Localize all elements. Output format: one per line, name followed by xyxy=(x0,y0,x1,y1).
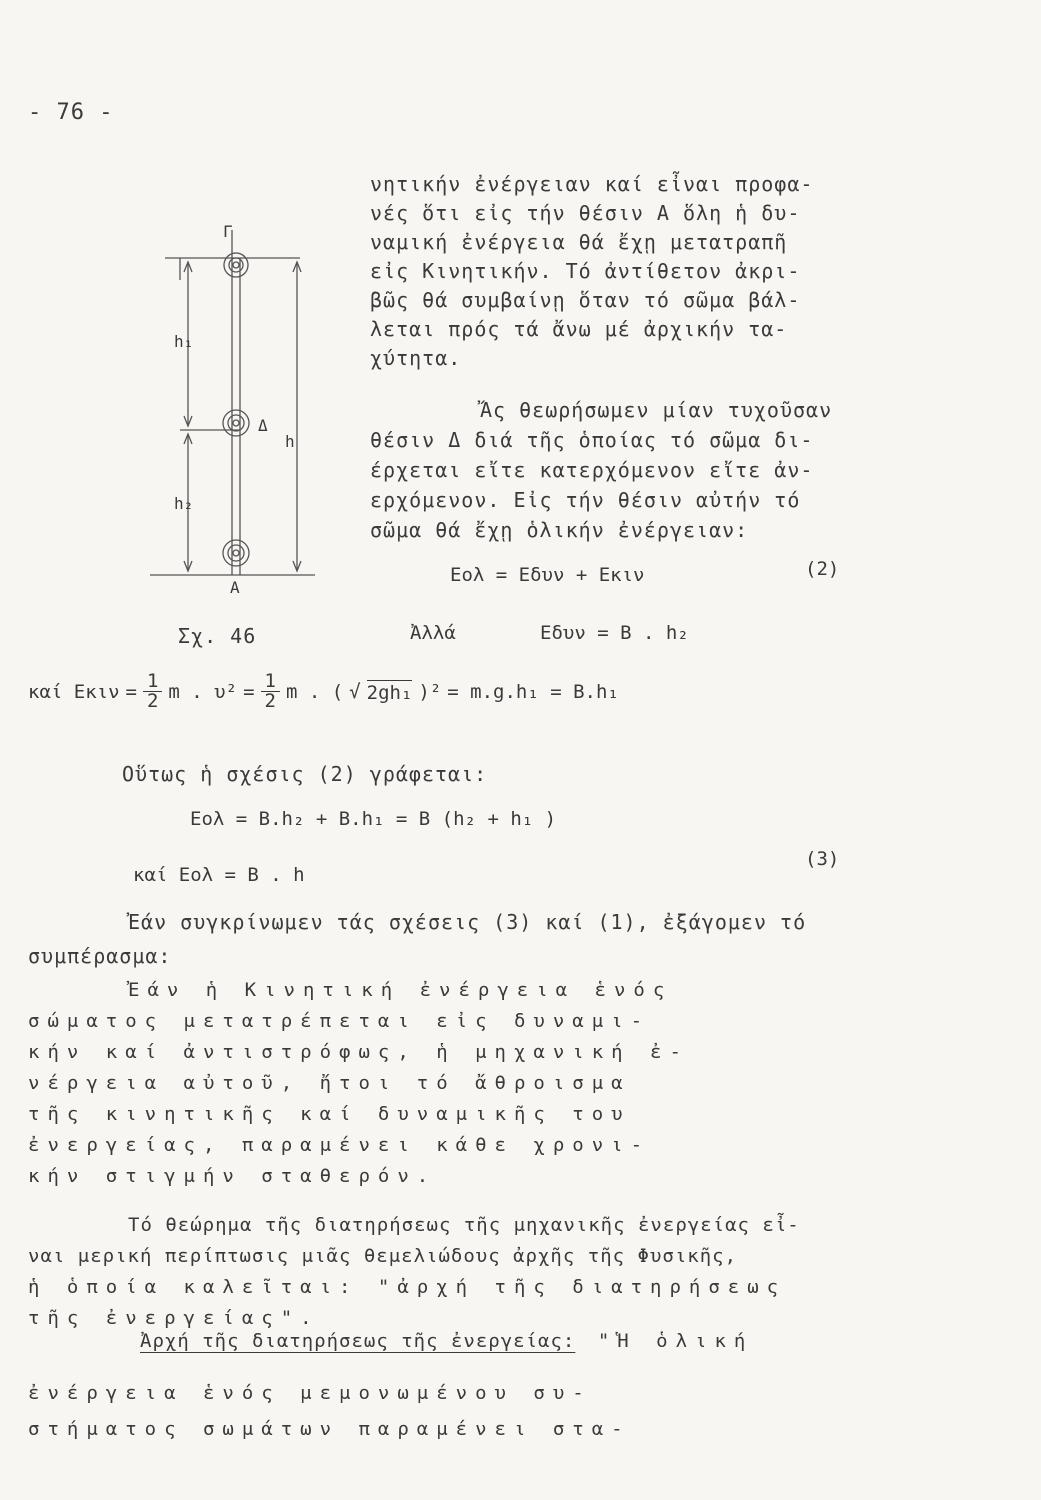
equation-sum xyxy=(190,808,556,830)
alla-expression: Eδυν = B . h₂ xyxy=(540,622,689,644)
alla-word: Ἀλλά xyxy=(410,622,456,644)
text-line: ναμική ἐνέργεια θά ἔχῃ μετατραπῆ xyxy=(370,230,788,254)
kinetic-result: = m.g.h₁ = B.h₁ xyxy=(447,680,619,703)
kinetic-energy-formula xyxy=(28,672,619,711)
text-line: σῶμα θά ἔχῃ ὁλικήν ἐνέργειαν: xyxy=(370,518,749,542)
theorem-paragraph xyxy=(28,1210,800,1334)
principle-body xyxy=(28,1375,631,1447)
page-number: - 76 - xyxy=(28,100,114,125)
text-line: νητικήν ἐνέργειαν καί εἶναι προφα- xyxy=(370,172,814,196)
close-squared: )² xyxy=(418,680,442,703)
m-v-squared: m . υ² xyxy=(168,680,238,703)
principle-title: Ἀρχή τῆς διατηρήσεως τῆς ἐνεργείας: xyxy=(140,1330,576,1352)
eq2-lhs: Eολ xyxy=(450,564,485,586)
falling-body-diagram xyxy=(150,220,330,610)
text-line: ερχόμενον. Εἰς τήν θέσιν αὐτήν τό xyxy=(370,488,801,512)
text-line: ἡ ὁποία καλεῖται: "ἀρχή τῆς διατηρήσεως xyxy=(28,1276,787,1298)
point-delta-label: Δ xyxy=(258,416,268,435)
outos-line: Οὕτως ἡ σχέσις (2) γράφεται: xyxy=(122,762,488,786)
equation-2-number: (2) xyxy=(805,558,840,580)
equals-sign: = xyxy=(243,680,255,703)
equals-sign: = xyxy=(125,680,137,703)
paragraph-1 xyxy=(370,170,813,373)
text-line: Ἐάν συγκρίνωμεν τάς σχέσεις (3) καί (1), ἐξάγομεν τό xyxy=(128,910,807,934)
fraction-half: $\frac{1}{2}$ xyxy=(261,672,280,711)
sqrt-symbol: √ xyxy=(349,680,361,703)
text-line: χύτητα. xyxy=(370,346,462,370)
text-line: βῶς θά συμβαίνῃ ὅταν τό σῶμα βάλ- xyxy=(370,288,801,312)
point-a-label: A xyxy=(230,578,240,597)
paragraph-2 xyxy=(370,395,832,545)
h-label: h xyxy=(285,432,295,451)
text-line: κήν στιγμήν σταθερόν. xyxy=(28,1165,437,1187)
text-line: τῆς ἐνεργείας". xyxy=(28,1307,320,1329)
eq-sum-lhs: Eολ xyxy=(190,808,225,830)
text-line: ναι μερική περίπτωσις μιᾶς θεμελιώδους ἀρχῆς τῆς Φυσικῆς, xyxy=(28,1245,738,1267)
principle-heading-line xyxy=(140,1330,753,1352)
equation-3-number: (3) xyxy=(805,848,840,870)
point-gamma-label: Γ xyxy=(223,222,233,241)
text-line: στήματος σωμάτων παραμένει στα- xyxy=(28,1418,631,1440)
text-line: εἰς Κινητικήν. Τό ἀντίθετον ἀκρι- xyxy=(370,259,801,283)
text-line: Ἐάν ἡ Κινητική ἐνέργεια ἑνός xyxy=(128,979,673,1001)
conclusion-spaced-paragraph xyxy=(28,975,689,1192)
equation-3 xyxy=(133,864,305,886)
text-line: τῆς κινητικῆς καί δυναμικῆς του xyxy=(28,1103,631,1125)
text-line: σώματος μετατρέπεται εἰς δυναμι- xyxy=(28,1010,651,1032)
eq2-rhs: = Eδυν + Eκιν xyxy=(495,564,645,586)
figure-46 xyxy=(150,220,330,610)
text-line: ἐνέργεια ἑνός μεμονωμένου συ- xyxy=(28,1382,592,1404)
text-line: Τό θεώρημα τῆς διατηρήσεως τῆς μηχανικῆς ἐνεργείας εἶ- xyxy=(128,1214,800,1236)
text-line: ἐνεργείας, παραμένει κάθε χρονι- xyxy=(28,1134,651,1156)
eq3-rhs: = B . h xyxy=(224,864,305,886)
h2-label: h₂ xyxy=(174,494,194,513)
eq3-lhs: καί Eολ xyxy=(133,864,214,886)
text-line: λεται πρός τά ἄνω μέ ἀρχικήν τα- xyxy=(370,317,788,341)
m-times-open: m . ( xyxy=(285,680,344,703)
text-line: νές ὅτι εἰς τήν θέσιν A ὅλη ἡ δυ- xyxy=(370,201,801,225)
principle-start: "Ἡ ὁλική xyxy=(597,1330,754,1352)
h1-label: h₁ xyxy=(174,332,194,351)
kinetic-prefix: καί Eκιν xyxy=(28,680,120,703)
text-line: συμπέρασμα: xyxy=(28,944,172,968)
text-line: νέργεια αὐτοῦ, ἤτοι τό ἄθροισμα xyxy=(28,1072,631,1094)
eq-sum-rhs: = B.h₂ + B.h₁ = B (h₂ + h₁ ) xyxy=(235,808,557,830)
text-line: κήν καί ἀντιστρόφως, ἡ μηχανική ἐ- xyxy=(28,1041,689,1063)
text-line: Ἄς θεωρήσωμεν μίαν τυχοῦσαν xyxy=(480,398,833,422)
equation-2 xyxy=(450,564,645,586)
text-line: έρχεται εἴτε κατερχόμενον εἴτε ἀν- xyxy=(370,458,814,482)
fraction-half: $\frac{1}{2}$ xyxy=(143,672,162,711)
compare-paragraph xyxy=(28,905,806,973)
sqrt-body: 2gh₁ xyxy=(366,681,413,704)
text-line: θέσιν Δ διά τῆς ὁποίας τό σῶμα δι- xyxy=(370,428,814,452)
figure-caption: Σχ. 46 xyxy=(178,624,257,648)
